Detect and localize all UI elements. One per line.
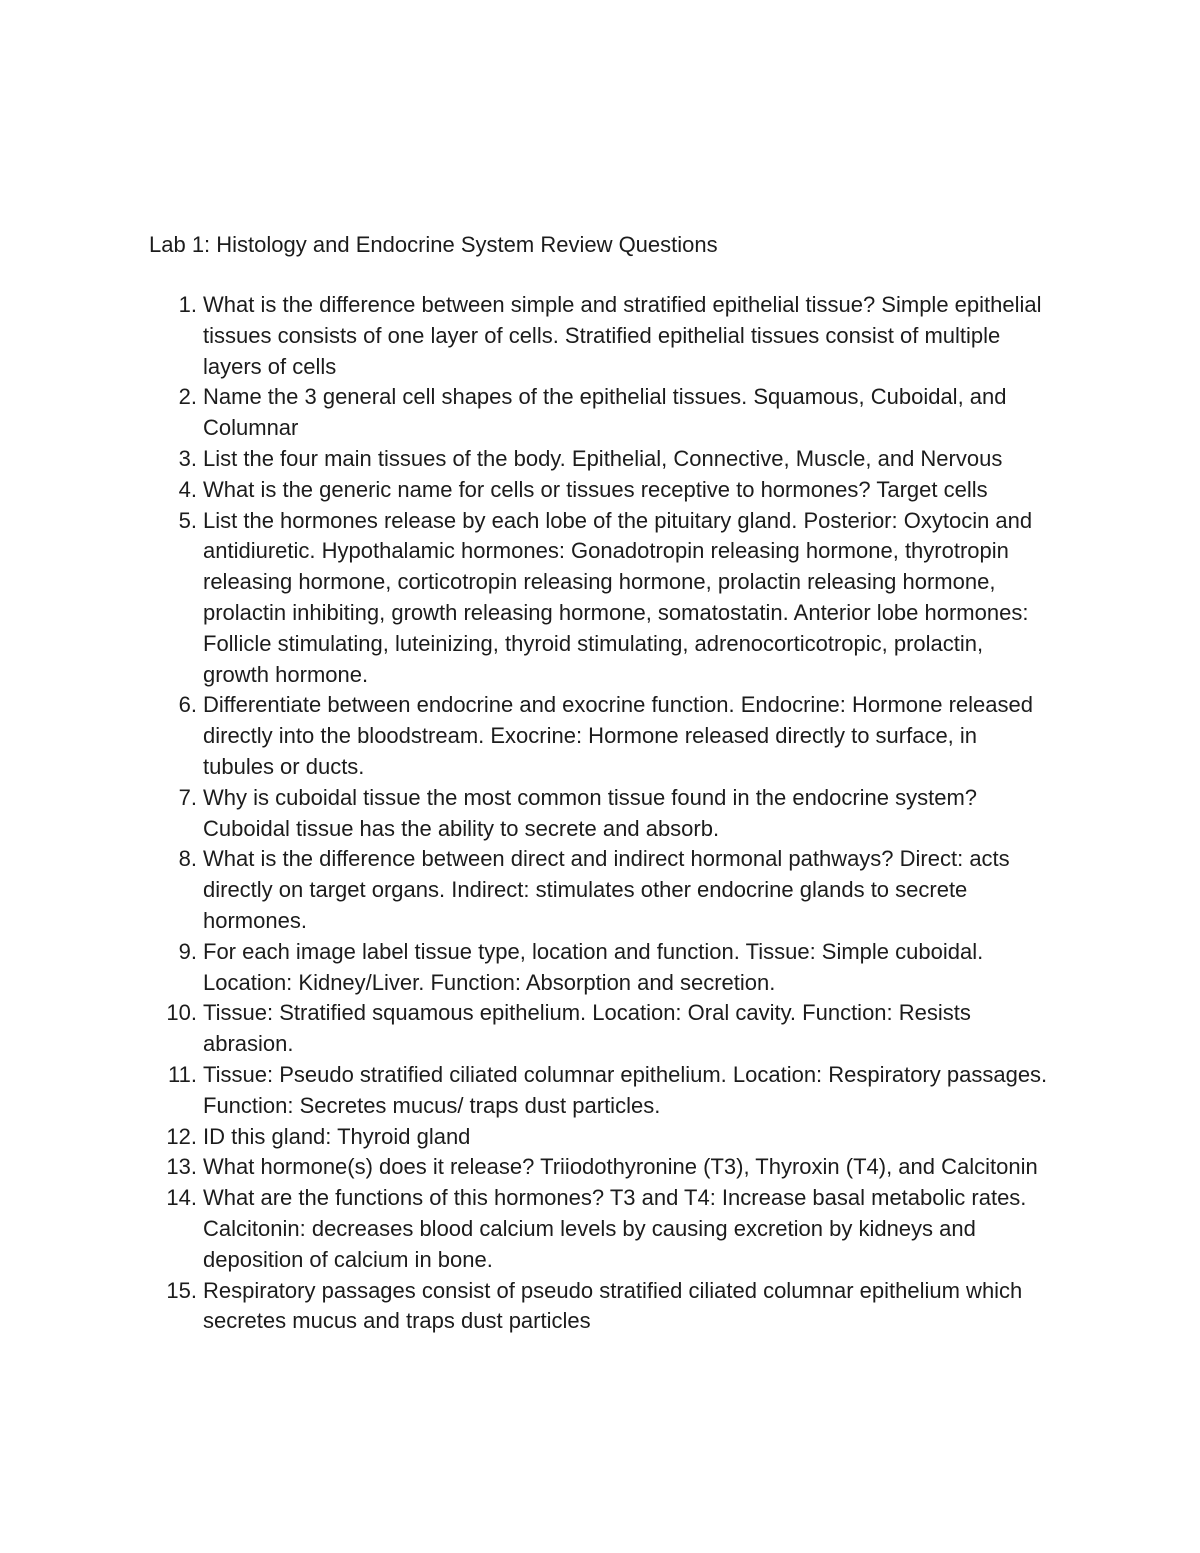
item-text: What is the difference between direct and indirect hormonal pathways? Direct: acts directly on target organs. Indirect: stimulates other endocrine glands to secrete hormones.	[203, 846, 1010, 933]
item-text: What is the generic name for cells or tissues receptive to hormones? Target cells	[203, 476, 988, 502]
list-item	[0, 937, 1200, 999]
item-text: What is the difference between simple and stratified epithelial tissue? Simple epithelial tissues consists of one layer of cells. Stratified epithelial tissues consist of multiple layers of cells	[203, 292, 1042, 379]
item-number: 5.	[178, 507, 197, 533]
item-text: Differentiate between endocrine and exocrine function. Endocrine: Hormone released directly into the bloodstream. Exocrine: Hormone released directly to surface, in tubules or ducts.	[203, 692, 1033, 779]
list-item	[0, 998, 1200, 1060]
list-item	[0, 506, 1200, 691]
item-text: Tissue: Pseudo stratified ciliated columnar epithelium. Location: Respiratory passages. Function: Secretes mucus/ traps dust particles.	[203, 1061, 1048, 1118]
item-number: 15.	[166, 1277, 197, 1303]
item-text: List the four main tissues of the body. Epithelial, Connective, Muscle, and Nervous	[203, 445, 1003, 471]
item-number: 9.	[178, 938, 197, 964]
item-number: 13.	[166, 1154, 197, 1180]
list-item	[0, 382, 1200, 444]
list-item	[0, 1060, 1200, 1122]
list-item	[0, 290, 1200, 382]
item-number: 3.	[178, 445, 197, 471]
list-item	[0, 844, 1200, 936]
item-text: Tissue: Stratified squamous epithelium. Location: Oral cavity. Function: Resists abrasion.	[203, 1000, 971, 1057]
list-item	[0, 690, 1200, 782]
item-number: 6.	[178, 692, 197, 718]
item-number: 4.	[178, 476, 197, 502]
item-number: 10.	[166, 1000, 197, 1026]
list-item	[0, 1276, 1200, 1338]
item-number: 11.	[168, 1061, 197, 1087]
item-text: Why is cuboidal tissue the most common tissue found in the endocrine system? Cuboidal tissue has the ability to secrete and absorb.	[203, 784, 978, 841]
item-text: List the hormones release by each lobe of the pituitary gland. Posterior: Oxytocin and antidiuretic. Hypothalamic hormones: Gonadotropin releasing hormone, thyrotropin releasing hormone, corticotropin releasing hormone, prolactin releasing hormone, prolactin inhibiting, growth releasing hormone, somatostatin. Anterior lobe hormones: Follicle stimulating, luteinizing, thyroid stimulating, adrenocorticotropic, prolactin, growth hormone.	[203, 507, 1033, 687]
item-number: 7.	[178, 784, 197, 810]
item-number: 2.	[178, 384, 197, 410]
item-text: ID this gland: Thyroid gland	[203, 1123, 471, 1149]
list-item	[0, 1152, 1200, 1183]
item-text: Name the 3 general cell shapes of the epithelial tissues. Squamous, Cuboidal, and Columnar	[203, 384, 1007, 441]
item-number: 8.	[178, 846, 197, 872]
list-item	[0, 475, 1200, 506]
item-number: 12.	[166, 1123, 197, 1149]
item-number: 14.	[166, 1185, 197, 1211]
list-item	[0, 1183, 1200, 1275]
list-item	[0, 444, 1200, 475]
list-item	[0, 783, 1200, 845]
document-title: Lab 1: Histology and Endocrine System Review Questions	[149, 232, 718, 257]
item-text: Respiratory passages consist of pseudo stratified ciliated columnar epithelium which secretes mucus and traps dust particles	[203, 1277, 1023, 1334]
item-text: For each image label tissue type, location and function. Tissue: Simple cuboidal. Location: Kidney/Liver. Function: Absorption and secretion.	[203, 938, 984, 995]
list-item	[0, 1122, 1200, 1153]
item-text: What hormone(s) does it release? Triiodothyronine (T3), Thyroxin (T4), and Calcitonin	[203, 1154, 1038, 1180]
item-number: 1.	[178, 292, 197, 317]
question-list	[0, 290, 1200, 1337]
item-text: What are the functions of this hormones? T3 and T4: Increase basal metabolic rates. Calcitonin: decreases blood calcium levels by causing excretion by kidneys and deposition of calcium in bone.	[203, 1185, 1027, 1272]
